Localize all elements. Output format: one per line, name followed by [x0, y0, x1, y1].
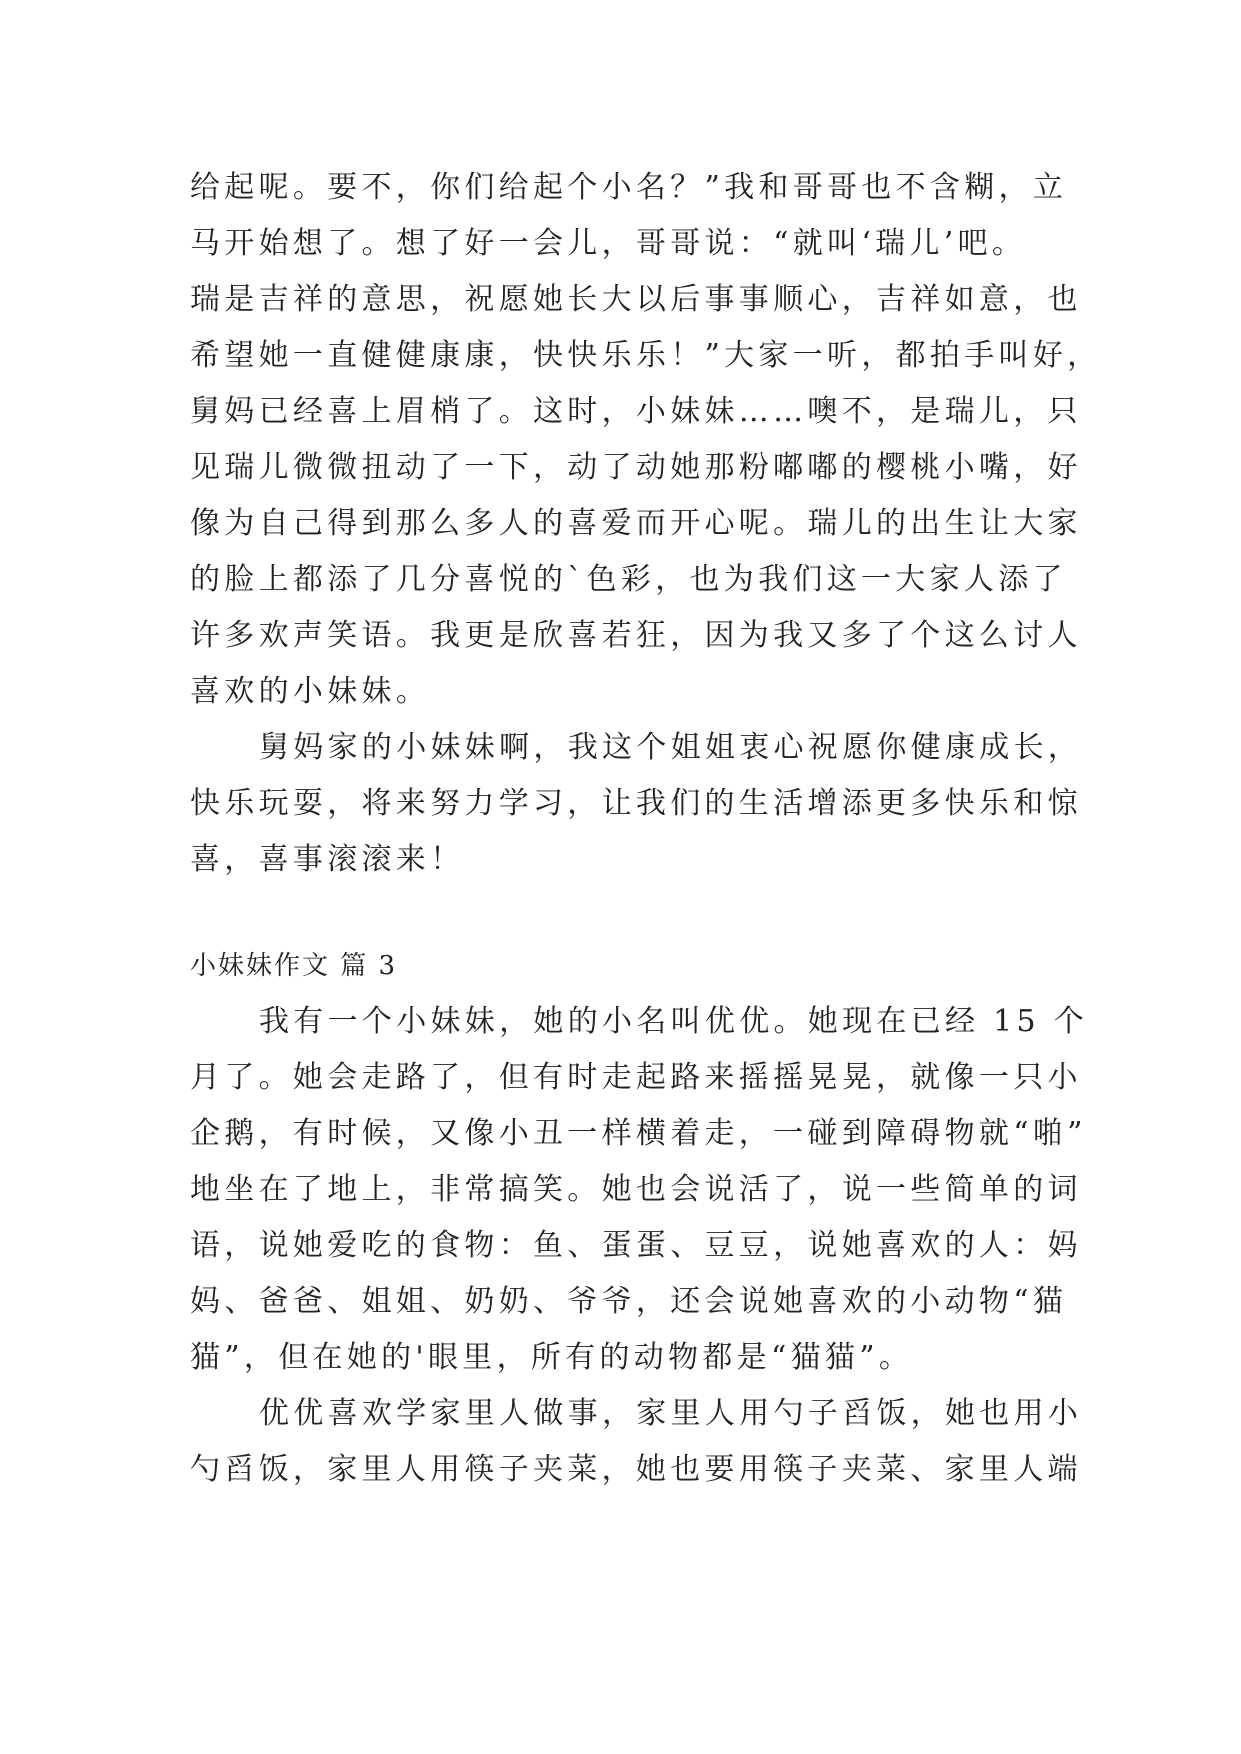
text-line: 快乐玩耍，将来努力学习，让我们的生活增添更多快乐和惊 [190, 786, 1082, 821]
text-line: 勺舀饭，家里人用筷子夹菜，她也要用筷子夹菜、家里人端 [190, 1452, 1082, 1487]
text-line: 舅妈家的小妹妹啊，我这个姐姐衷心祝愿你健康成长， [259, 730, 1083, 765]
text-line: 企鹅，有时候，又像小丑一样横着走，一碰到障碍物就“啪” [190, 1116, 1087, 1151]
paragraph-3 [190, 994, 1089, 1386]
text-line: 见瑞儿微微扭动了一下，动了动她那粉嘟嘟的樱桃小嘴，好 [190, 450, 1082, 485]
text-line: 马开始想了。想了好一会儿，哥哥说：“就叫‘瑞儿’吧。 [190, 226, 1027, 261]
text-line: 喜欢的小妹妹。 [190, 674, 431, 709]
paragraph-4 [190, 1386, 1083, 1498]
text-line: 像为自己得到那么多人的喜爱而开心呢。瑞儿的出生让大家 [190, 506, 1082, 541]
document-page [190, 160, 1102, 1498]
text-line: 瑞是吉祥的意思，祝愿她长大以后事事顺心，吉祥如意，也 [190, 282, 1082, 317]
section-title: 小妹妹作文 篇 3 [190, 951, 398, 981]
text-line: 我有一个小妹妹，她的小名叫优优。她现在已经 15 个 [259, 1004, 1089, 1039]
text-line: 给起呢。要不，你们给起个小名？”我和哥哥也不含糊，立 [190, 170, 1068, 205]
paragraph-1 [190, 160, 1102, 720]
text-line: 许多欢声笑语。我更是欣喜若狂，因为我又多了个这么讨人 [190, 618, 1082, 653]
text-line: 优优喜欢学家里人做事，家里人用勺子舀饭，她也用小 [259, 1396, 1083, 1431]
paragraph-2 [190, 720, 1083, 888]
text-line: 语，说她爱吃的食物：鱼、蛋蛋、豆豆，说她喜欢的人：妈 [190, 1228, 1082, 1263]
text-line: 月了。她会走路了，但有时走起路来摇摇晃晃，就像一只小 [190, 1060, 1082, 1095]
text-line: 舅妈已经喜上眉梢了。这时，小妹妹……噢不，是瑞儿，只 [190, 394, 1082, 429]
text-line: 猫”，但在她的'眼里，所有的动物都是“猫猫”。 [190, 1340, 914, 1375]
text-line: 希望她一直健健康康，快快乐乐！”大家一听，都拍手叫好， [190, 338, 1102, 373]
text-line: 地坐在了地上，非常搞笑。她也会说活了，说一些简单的词 [190, 1172, 1082, 1207]
text-line: 喜，喜事滚滚来！ [190, 842, 465, 877]
text-line: 妈、爸爸、姐姐、奶奶、爷爷，还会说她喜欢的小动物“猫 [190, 1284, 1068, 1319]
text-line: 的脸上都添了几分喜悦的`色彩，也为我们这一大家人添了 [190, 562, 1067, 597]
section-gap [190, 888, 1050, 938]
